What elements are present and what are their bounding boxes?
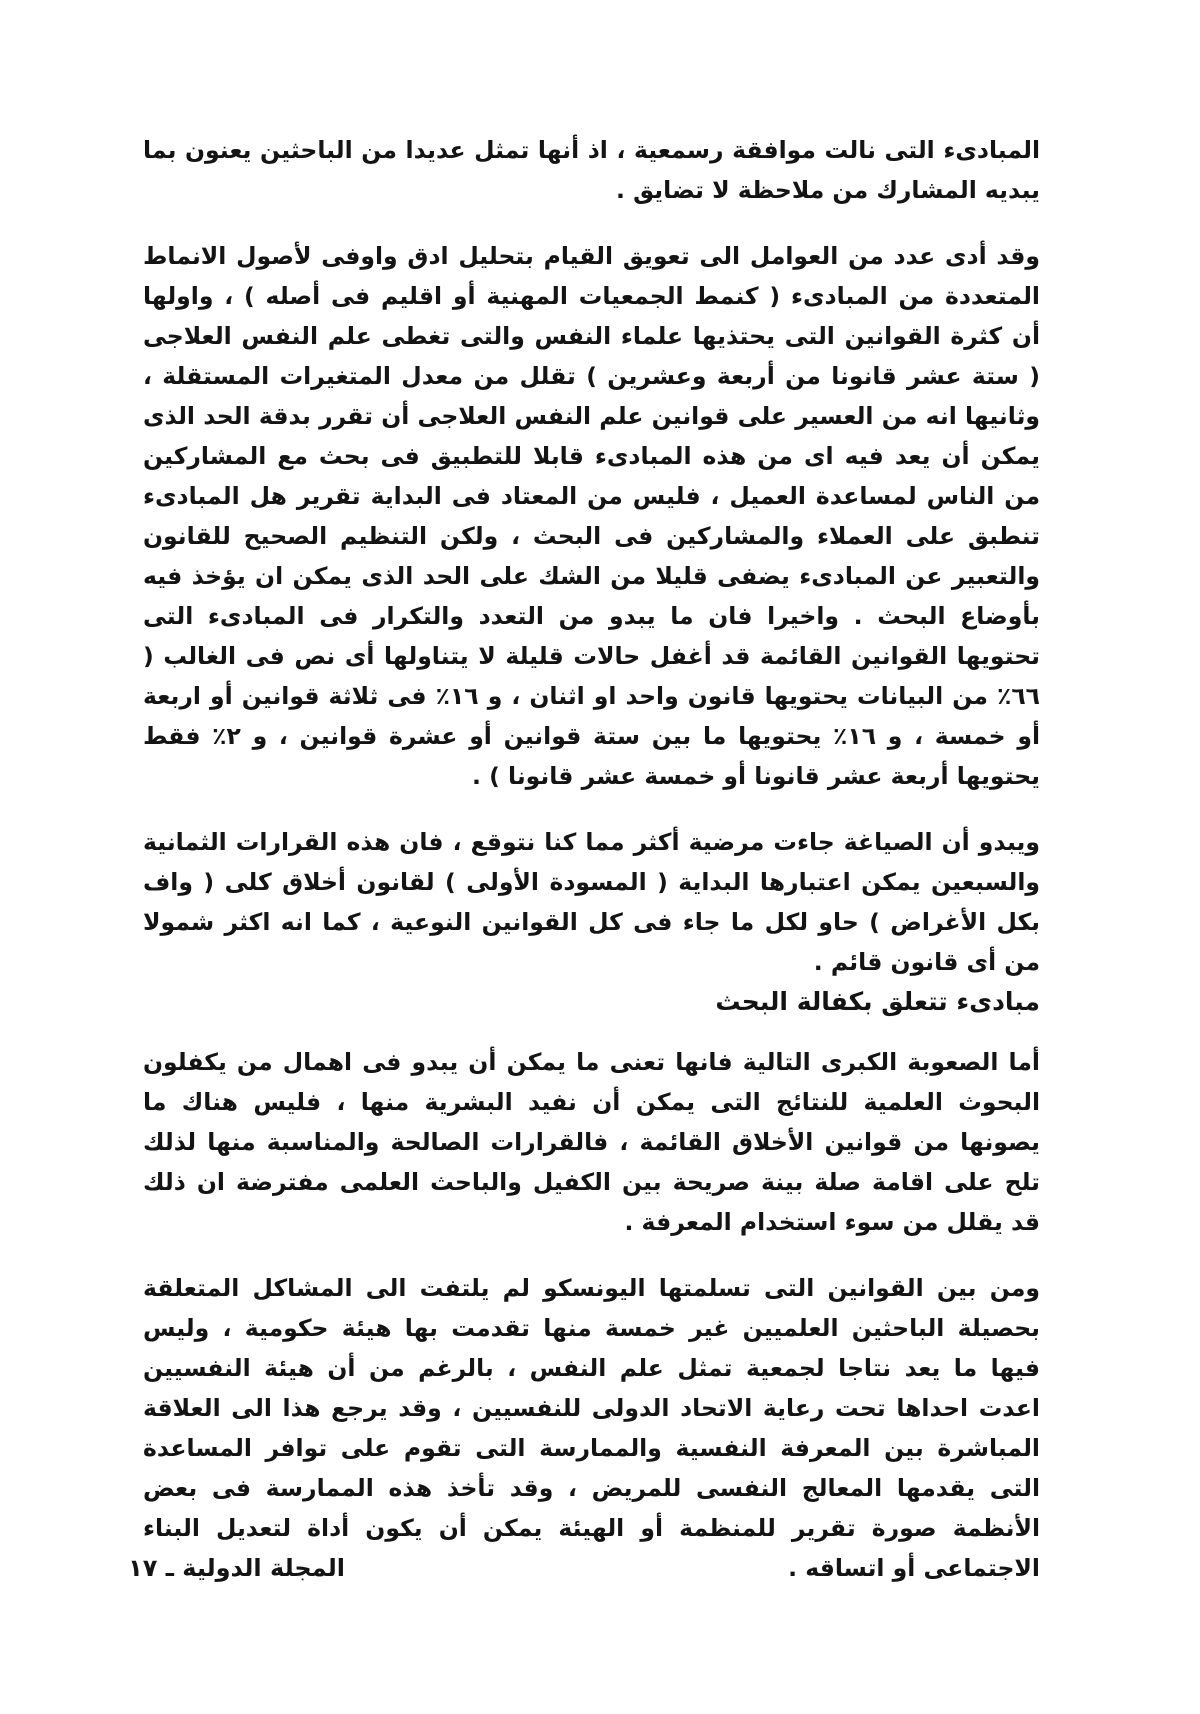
text-column — [143, 130, 1040, 1588]
page-footer: المجلة الدولية ـ ١٧ — [128, 1554, 345, 1582]
paragraph-continuation: المبادىء التى نالت موافقة رسمعية ، اذ أنها تمثل عديدا من الباحثين يعنون بما يبديه المشارك من ملاحظة لا تضايق . — [143, 136, 1040, 204]
section-heading: مبادىء تتعلق بكفالة البحث — [715, 987, 1040, 1016]
paragraph-research-sponsorship: أما الصعوبة الكبرى التالية فانها تعنى ما يمكن أن يبدو فى اهمال من يكفلون البحوث العلمية للنتائج التى يمكن أن نفيد البشرية منها ، فليس هناك ما يصونها من قوانين الأخلاق القائمة ، فالقرارات الصالحة والمناسبة منها لذلك تلح على اقامة صلة بينة صريحة بين الكفيل والباحث العلمى مفترضة ان ذلك قد يقلل من سوء استخدام المعرفة . — [143, 1048, 1040, 1236]
paragraph-drafting: ويبدو أن الصياغة جاءت مرضية أكثر مما كنا نتوقع ، فان هذه القرارات الثمانية والسبعين يمكن اعتبارها البداية ( المسودة الأولى ) لقانون أخلاق كلى ( واف بكل الأغراض ) حاو لكل ما جاء فى كل القوانين النوعية ، كما انه اكثر شمولا من أى قانون قائم . — [143, 828, 1040, 976]
paragraph-obstacles: وقد أدى عدد من العوامل الى تعويق القيام بتحليل ادق واوفى لأصول الانماط المتعددة من المبادىء ( كنمط الجمعيات المهنية أو اقليم فى أصله ) ، واولها أن كثرة القوانين التى يحتذيها علماء النفس والتى تغطى علم النفس العلاجى ( ستة عشر قانونا من أربعة وعشرين ) تقلل من معدل المتغيرات المستقلة ، وثانيها انه من العسير على قوانين علم النفس العلاجى أن تقرر بدقة الحد الذى يمكن أن يعد فيه اى من هذه المبادىء قابلا للتطبيق فى بحث مع المشاركين من الناس لمساعدة العميل ، فليس من المعتاد فى البداية تقرير هل المبادىء تنطبق على العملاء والمشاركين فى البحث ، ولكن التنظيم الصحيح للقانون والتعبير عن المبادىء يضفى قليلا من الشك على الحد الذى يمكن ان يؤخذ فيه بأوضاع البحث . واخيرا فان ما يبدو من التعدد والتكرار فى المبادىء التى تحتويها القوانين القائمة قد أغفل حالات قليلة لا يتناولها أى نص فى الغالب ( ٦٦٪ من البيانات يحتويها قانون واحد او اثنان ، و ١٦٪ فى ثلاثة قوانين أو اربعة أو خمسة ، و ١٦٪ يحتويها ما بين ستة قوانين أو عشرة قوانين ، و ٢٪ فقط يحتويها أربعة عشر قانونا أو خمسة عشر قانونا ) . — [143, 242, 1041, 790]
paragraph-unesco-codes: ومن بين القوانين التى تسلمتها اليونسكو لم يلتفت الى المشاكل المتعلقة بحصيلة الباحثين العلميين غير خمسة منها تقدمت بها هيئة حكومية ، وليس فيها ما يعد نتاجا لجمعية تمثل علم النفس ، بالرغم من أن هيئة النفسيين اعدت احداها تحت رعاية الاتحاد الدولى للنفسيين ، وقد يرجع هذا الى العلاقة المباشرة بين المعرفة النفسية والممارسة التى تقوم على توافر المساعدة التى يقدمها المعالج النفسى للمريض ، وقد تأخذ هذه الممارسة فى بعض الأنظمة صورة تقرير للمنظمة أو الهيئة يمكن أن يكون أداة لتعديل البناء الاجتماعى أو اتساقه . — [143, 1274, 1040, 1582]
